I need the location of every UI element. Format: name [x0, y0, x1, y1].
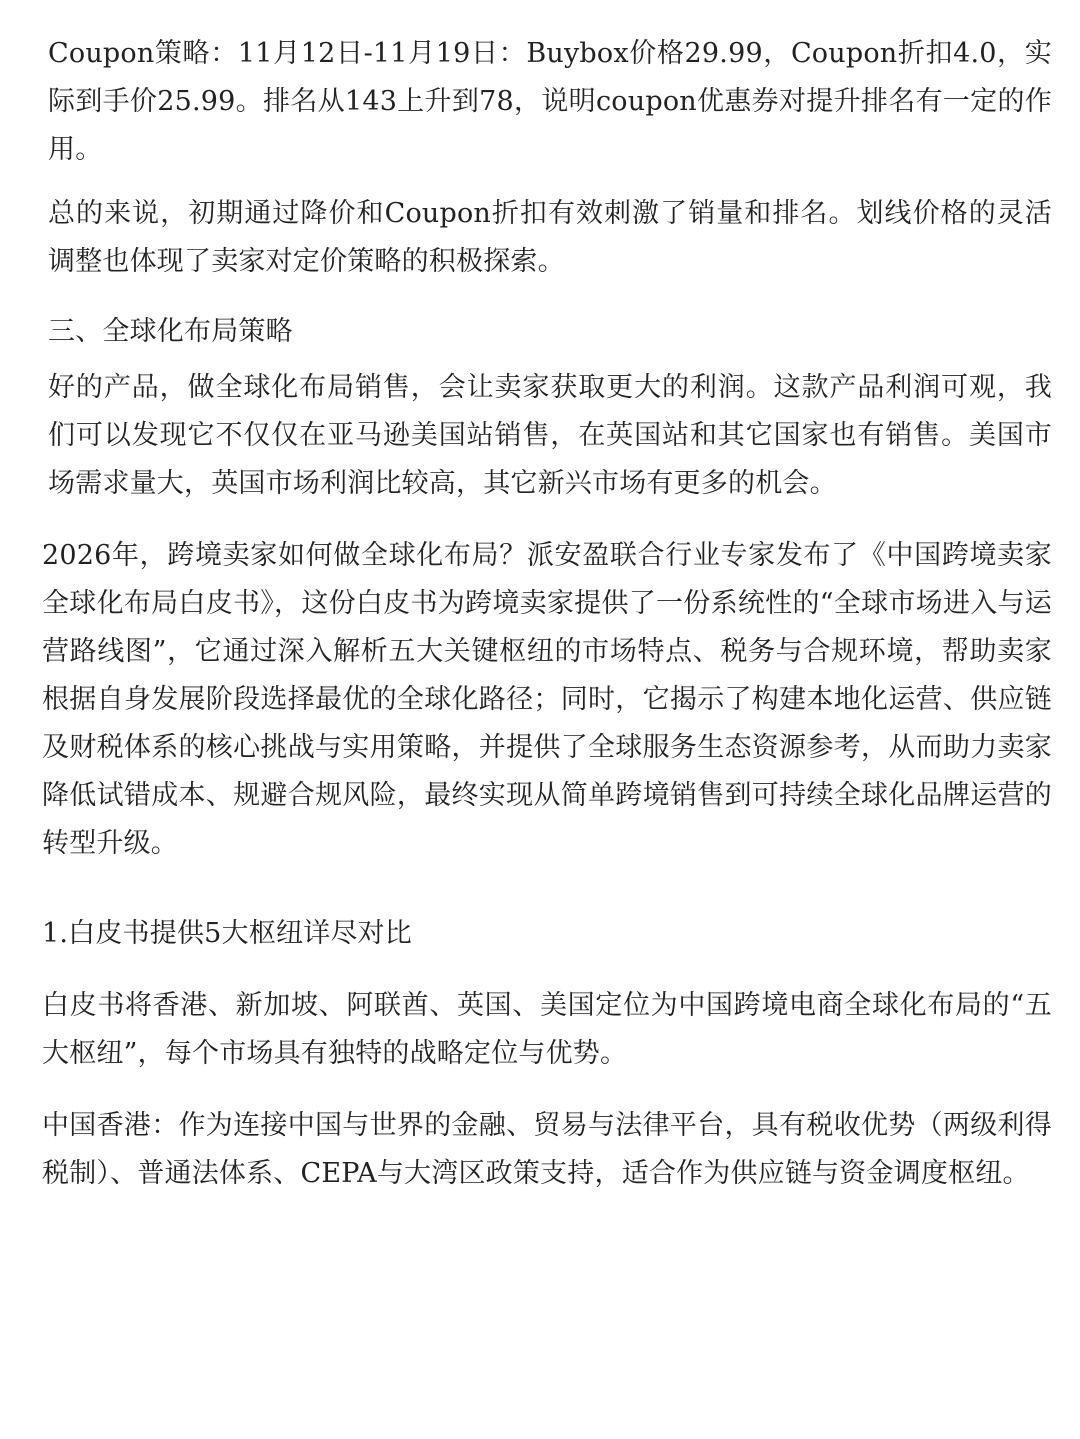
- paragraph-hong-kong: 中国香港：作为连接中国与世界的金融、贸易与法律平台，具有税收优势（两级利得税制）、普通法体系、CEPA与大湾区政策支持，适合作为供应链与资金调度枢纽。: [42, 1110, 1052, 1189]
- article-body: [42, 30, 1052, 1198]
- paragraph-summary: 总的来说，初期通过降价和Coupon折扣有效刺激了销量和排名。划线价格的灵活调整也体现了卖家对定价策略的积极探索。: [48, 198, 1052, 277]
- subheading-five-hubs: 1.白皮书提供5大枢纽详尽对比: [42, 918, 412, 949]
- paragraph-five-hubs: 白皮书将香港、新加坡、阿联酋、英国、美国定位为中国跨境电商全球化布局的“五大枢纽”，每个市场具有独特的战略定位与优势。: [42, 990, 1052, 1069]
- paragraph-whitepaper-intro: 2026年，跨境卖家如何做全球化布局？派安盈联合行业专家发布了《中国跨境卖家全球化布局白皮书》，这份白皮书为跨境卖家提供了一份系统性的“全球市场进入与运营路线图”，它通过深入解析五大关键枢纽的市场特点、税务与合规环境，帮助卖家根据自身发展阶段选择最优的全球化路径；同时，它揭示了构建本地化运营、供应链及财税体系的核心挑战与实用策略，并提供了全球服务生态资源参考，从而助力卖家降低试错成本、规避合规风险，最终实现从简单跨境销售到可持续全球化品牌运营的转型升级。: [42, 540, 1052, 859]
- paragraph-coupon-strategy: Coupon策略：11月12日-11月19日：Buybox价格29.99，Coupon折扣4.0，实际到手价25.99。排名从143上升到78，说明coupon优惠券对提升排名有一定的作用。: [48, 38, 1052, 165]
- paragraph-global-sales: 好的产品，做全球化布局销售，会让卖家获取更大的利润。这款产品利润可观，我们可以发现它不仅仅在亚马逊美国站销售，在英国站和其它国家也有销售。美国市场需求量大，英国市场利润比较高，其它新兴市场有更多的机会。: [48, 372, 1052, 499]
- section-heading-global-strategy: 三、全球化布局策略: [48, 316, 293, 347]
